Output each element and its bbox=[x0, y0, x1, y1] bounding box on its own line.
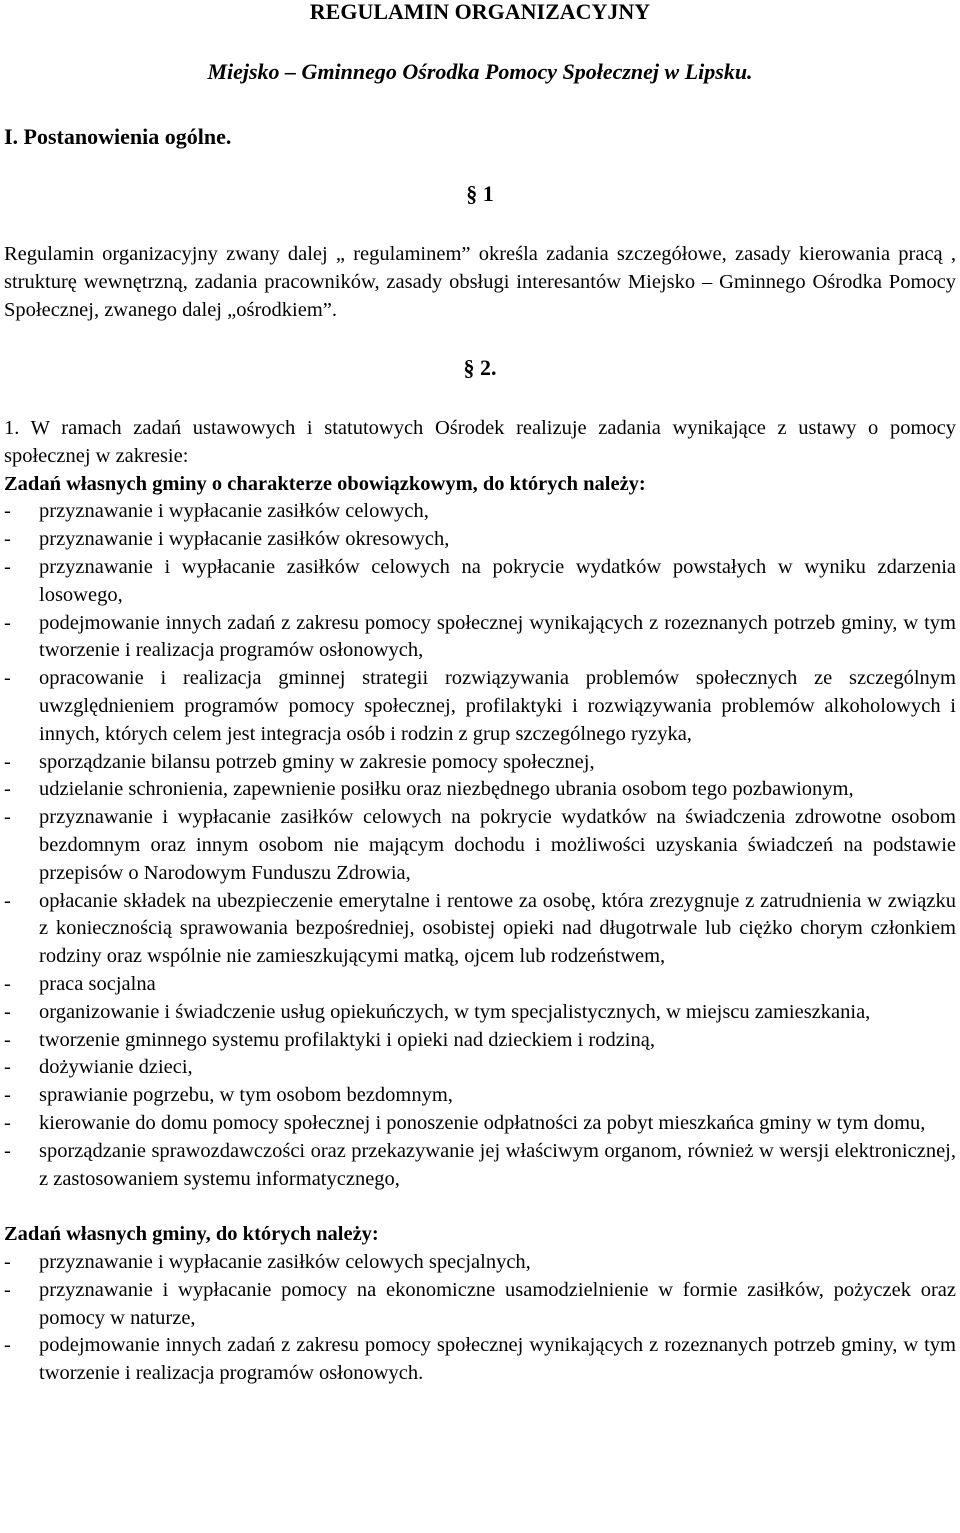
list-item: - podejmowanie innych zadań z zakresu pomocy społecznej wynikających z rozeznanych potrzeb gminy, w tym tworzenie i realizacja programów osłonowych, bbox=[4, 610, 956, 666]
section-b-list bbox=[4, 1249, 956, 1388]
list-item: - dożywianie dzieci, bbox=[4, 1054, 956, 1082]
list-item: - przyznawanie i wypłacanie zasiłków celowych, bbox=[4, 498, 956, 526]
document-title: REGULAMIN ORGANIZACYJNY bbox=[309, 0, 651, 24]
paragraph-2-sign: § 2. bbox=[463, 355, 497, 380]
section-a-list bbox=[4, 498, 956, 1193]
list-item: - praca socjalna bbox=[4, 971, 956, 999]
paragraph-1-sign: § 1 bbox=[466, 181, 494, 206]
list-item: - udzielanie schronienia, zapewnienie posiłku oraz niezbędnego ubrania osobom tego pozbawionym, bbox=[4, 776, 956, 804]
list-item: - przyznawanie i wypłacanie zasiłków celowych na pokrycie wydatków powstałych w wyniku zdarzenia losowego, bbox=[4, 554, 956, 610]
paragraph-2-intro: 1. W ramach zadań ustawowych i statutowych Ośrodek realizuje zadania wynikające z ustawy o pomocy społecznej w zakresie: bbox=[4, 417, 956, 467]
list-item: - sporządzanie sprawozdawczości oraz przekazywanie jej właściwym organom, również w wersji elektronicznej, z zastosowaniem systemu informatycznego, bbox=[4, 1138, 956, 1194]
list-item: - przyznawanie i wypłacanie zasiłków celowych specjalnych, bbox=[4, 1249, 956, 1277]
list-item: - przyznawanie i wypłacanie pomocy na ekonomiczne usamodzielnienie w formie zasiłków, pożyczek oraz pomocy w naturze, bbox=[4, 1277, 956, 1333]
list-item: - podejmowanie innych zadań z zakresu pomocy społecznej wynikających z rozeznanych potrzeb gminy, w tym tworzenie i realizacja programów osłonowych. bbox=[4, 1332, 956, 1388]
paragraph-1-text: Regulamin organizacyjny zwany dalej „ regulaminem” określa zadania szczegółowe, zasady kierowania pracą , strukturę wewnętrzną, zadania pracowników, zasady obsługi interesantów Miejsko – Gminnego Ośrodka Pomocy Społecznej, zwanego dalej „ośrodkiem”. bbox=[4, 243, 956, 321]
list-item: - sprawianie pogrzebu, w tym osobom bezdomnym, bbox=[4, 1082, 956, 1110]
list-item: - przyznawanie i wypłacanie zasiłków celowych na pokrycie wydatków na świadczenia zdrowotne osobom bezdomnym oraz innym osobom nie mającym dochodu i możliwości uzyskania świadczeń na podstawie przepisów o Narodowym Funduszu Zdrowia, bbox=[4, 804, 956, 887]
list-item: - opracowanie i realizacja gminnej strategii rozwiązywania problemów społecznych ze szczególnym uwzględnieniem programów pomocy społecznej, profilaktyki i rozwiązywania problemów alkoholowych i innych, których celem jest integracja osób i rodzin z grup szczególnego ryzyka, bbox=[4, 665, 956, 748]
document-subtitle: Miejsko – Gminnego Ośrodka Pomocy Społecznej w Lipsku. bbox=[207, 59, 753, 84]
section-b-heading: Zadań własnych gminy, do których należy: bbox=[4, 1223, 379, 1246]
list-item: - organizowanie i świadczenie usług opiekuńczych, w tym specjalistycznych, w miejscu zamieszkania, bbox=[4, 999, 956, 1027]
list-item: - sporządzanie bilansu potrzeb gminy w zakresie pomocy społecznej, bbox=[4, 749, 956, 777]
list-item: - opłacanie składek na ubezpieczenie emerytalne i rentowe za osobę, która zrezygnuje z zatrudnienia w związku z koniecznością sprawowania bezpośredniej, osobistej opieki nad długotrwale lub ciężko chorym członkiem rodziny oraz wspólnie nie zamieszkującymi matką, ojcem lub rodzeństwem, bbox=[4, 888, 956, 971]
chapter-title: I. Postanowienia ogólne. bbox=[4, 124, 232, 149]
list-item: - przyznawanie i wypłacanie zasiłków okresowych, bbox=[4, 526, 956, 554]
list-item: - kierowanie do domu pomocy społecznej i ponoszenie odpłatności za pobyt mieszkańca gminy w tym domu, bbox=[4, 1110, 956, 1138]
section-a-heading: Zadań własnych gminy o charakterze obowiązkowym, do których należy: bbox=[4, 472, 646, 495]
section-spacer bbox=[4, 1193, 956, 1221]
paragraph-2-body bbox=[4, 415, 956, 1388]
list-item: - tworzenie gminnego systemu profilaktyki i opieki nad dzieckiem i rodziną, bbox=[4, 1027, 956, 1055]
